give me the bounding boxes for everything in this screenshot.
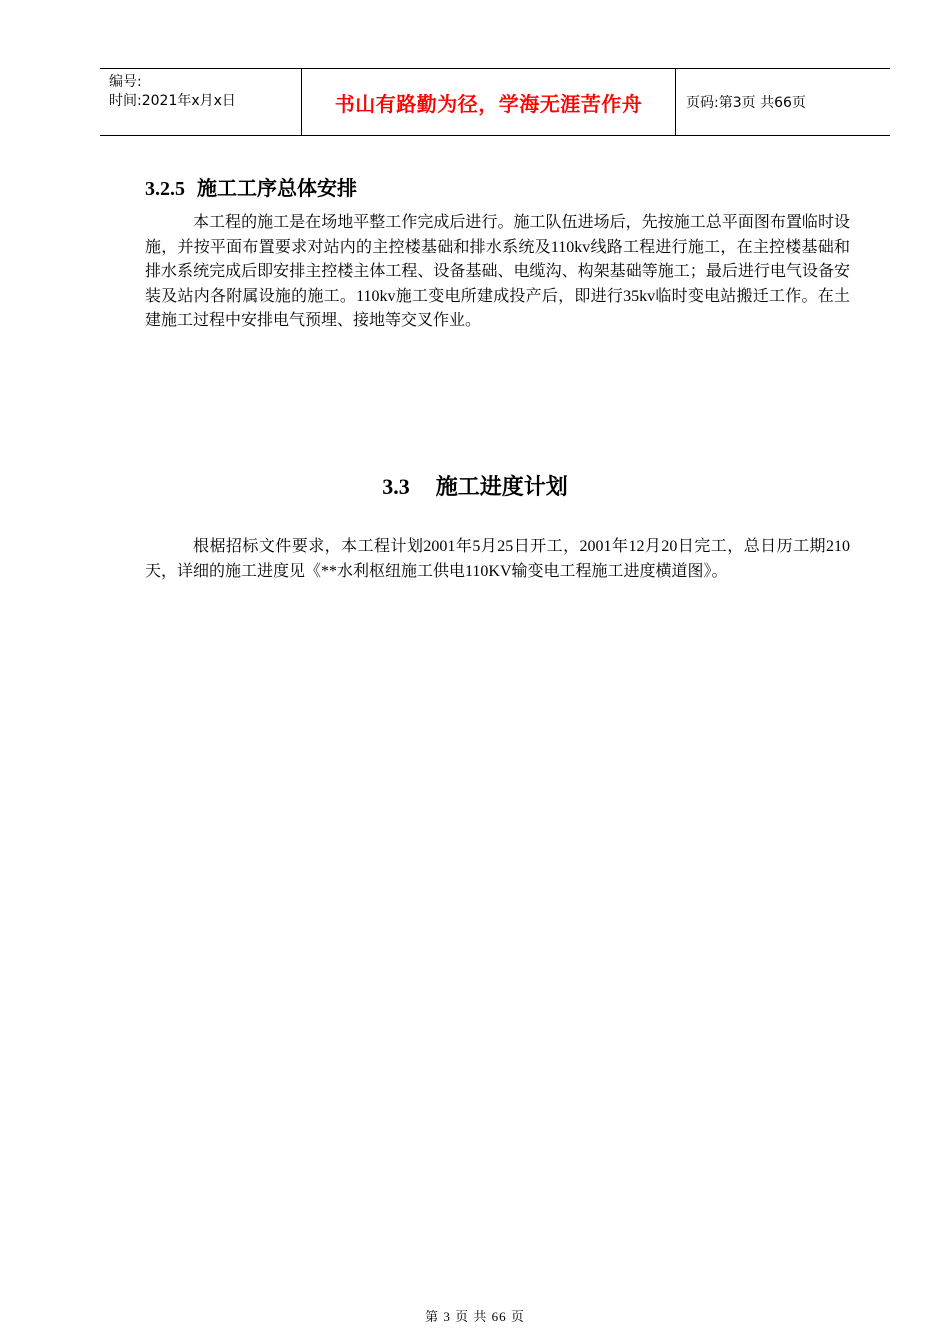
header-page-info: 页码:第3页 共66页 [686,95,806,111]
paragraph-3-2-5: 本工程的施工是在场地平整工作完成后进行。施工队伍进场后，先按施工总平面图布置临时设施，并按平面布置要求对站内的主控楼基础和排水系统及110kv线路工程进行施工，在主控楼基础和排水系统完成后即安排主控楼主体工程、设备基础、电缆沟、构架基础等施工；最后进行电气设备安装及站内各附属设施的施工。110kv施工变电所建成投产后，即进行35kv临时变电站搬迁工作。在土建施工过程中安排电气预埋、接地等交叉作业。 [145,214,850,330]
header-motto-cell [302,69,676,135]
section-heading-3-3 [0,470,950,501]
section-title: 施工工序总体安排 [197,176,357,200]
page-footer: 第 3 页 共 66 页 [425,1309,525,1324]
header-meta-cell [100,69,302,135]
section-number: 3.3 [382,474,410,499]
paragraph-3-3: 根椐招标文件要求，本工程计划2001年5月25日开工，2001年12月20日完工，总日历工期210天，详细的施工进度见《**水利枢纽施工供电110KV输变电工程施工进度横道图》。 [145,538,850,580]
section-title: 施工进度计划 [435,475,568,500]
serial-label: 编号: [109,74,142,90]
page-header [100,68,890,136]
section-heading-3-2-5 [145,172,357,201]
header-motto: 书山有路勤为径，学海无涯苦作舟 [334,91,643,116]
header-page-cell [676,69,890,135]
time-label: 时间:2021年x月x日 [109,93,236,109]
section-number: 3.2.5 [145,178,185,200]
